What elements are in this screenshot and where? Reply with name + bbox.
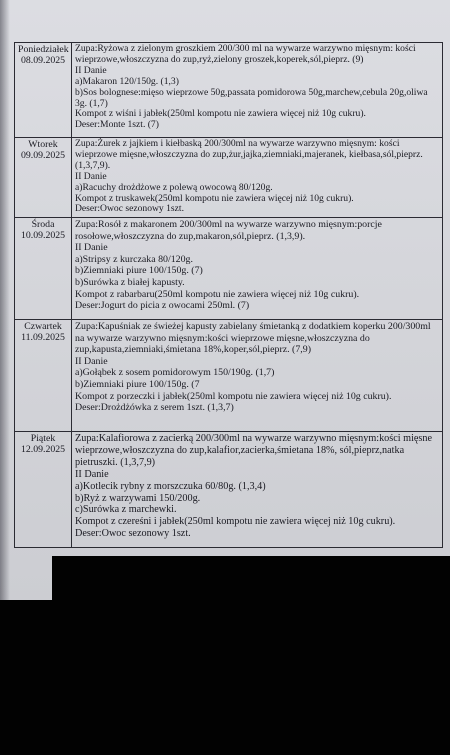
menu-line: Deser:Jogurt do picia z owocami 250ml. (7) [75, 300, 250, 312]
menu-line: II Danie [75, 64, 107, 76]
day-cell [15, 432, 72, 548]
day-name: Środa [31, 219, 55, 230]
menu-body [15, 43, 443, 548]
menu-line: Deser:Owoc sezonowy 1szt. [75, 203, 184, 215]
day-date: 09.09.2025 [20, 150, 66, 161]
menu-row [15, 320, 443, 432]
menu-row [15, 432, 443, 548]
menu-line: Deser:Owoc sezonowy 1szt. [75, 528, 191, 540]
menu-line: Deser:Monte 1szt. (7) [75, 119, 159, 131]
menu-line: b)Ziemniaki piure 100/150g. (7) [75, 265, 203, 277]
day-date: 08.09.2025 [20, 55, 66, 66]
menu-line: a)Makaron 120/150g. (1,3) [75, 75, 179, 87]
menu-line: II Danie [75, 170, 107, 182]
menu-line: a)Stripsy z kurczaka 80/120g. [75, 253, 193, 265]
menu-line: Kompot z porzeczki i jabłek(250ml kompotu nie zawiera więcej niż 10g cukru). [75, 390, 392, 402]
menu-line: Zupa:Rosół z makaronem 200/300ml na wywarze warzywno mięsnym:porcje rosołowe,włoszczyzna do zup,makaron,sól,pieprz. (1,3,9). [75, 219, 382, 242]
menu-line: Zupa:Kapuśniak ze świeżej kapusty zabielany śmietanką z dodatkiem koperku 200/300ml na wywarze warzywno mięsnym:kości wieprzowe mięsne,włoszczyzna do zup,kapusta,ziemniaki,śmietana 18%,koper,sól,pieprz. (7,9) [75, 321, 431, 356]
day-cell [15, 138, 72, 218]
menu-line: Zupa:Żurek z jajkiem i kiełbaską 200/300ml na wywarze warzywno mięsnym: kości wieprzowe mięsne,włoszczyzna do zup,żur,jajka,ziemniaki,majeranek, kiełbasa,sól,pieprz. (1,3,7,9). [75, 138, 423, 171]
menu-row [15, 43, 443, 138]
menu-cell [72, 138, 443, 218]
menu-line: II Danie [75, 468, 109, 480]
menu-cell [72, 320, 443, 432]
day-name: Czwartek [24, 321, 62, 332]
menu-cell [72, 218, 443, 320]
menu-cell [72, 432, 443, 548]
day-cell [15, 218, 72, 320]
day-name: Piątek [30, 433, 56, 444]
menu-line: II Danie [75, 355, 108, 367]
menu-line: Deser:Drożdżówka z serem 1szt. (1,3,7) [75, 402, 234, 414]
menu-line: a)Gołąbek z sosem pomidorowym 150/190g. (1,7) [75, 367, 275, 379]
day-date: 11.09.2025 [21, 332, 65, 343]
day-cell [15, 43, 72, 138]
menu-line: b)Surówka z białej kapusty. [75, 276, 185, 288]
menu-line: Kompot z wiśni i jabłek(250ml kompotu nie zawiera więcej niż 10g cukru). [75, 108, 366, 120]
day-cell [15, 320, 72, 432]
menu-line: Kompot z rabarbaru(250ml kompotu nie zawiera więcej niż 10g cukru). [75, 288, 360, 300]
menu-line: a)Racuchy drożdżowe z polewą owocową 80/120g. [75, 181, 273, 193]
menu-line: b)Sos bolognese:mięso wieprzowe 50g,passata pomidorowa 50g,marchew,cebula 20g,oliwa 3g. (1,7) [75, 86, 428, 109]
menu-line: Kompot z truskawek(250ml kompotu nie zawiera więcej niż 10g cukru). [75, 192, 354, 204]
menu-line: Kompot z czereśni i jabłek(250ml kompotu nie zawiera więcej niż 10g cukru). [75, 516, 396, 528]
menu-line: a)Kotlecik rybny z morszczuka 60/80g. (1,3,4) [75, 480, 266, 492]
day-name: Wtorek [28, 139, 58, 150]
menu-cell [72, 43, 443, 138]
redaction-block-lower [0, 600, 450, 755]
menu-line: b)Ryż z warzywami 150/200g. [75, 492, 201, 504]
menu-line: Zupa:Ryżowa z zielonym groszkiem 200/300 ml na wywarze warzywno mięsnym: kości wieprzowe,włoszczyzna do zup,ryż,zielony groszek,koperek,sól,pieprz. (9) [75, 43, 416, 65]
weekly-menu-table [14, 42, 443, 548]
menu-line: c)Surówka z marchewki. [75, 504, 177, 516]
menu-line: Zupa:Kalafiorowa z zacierką 200/300ml na wywarze warzywno mięsnym:kości mięsne wieprzowe,włoszczyzna do zup,kalafior,zacierka,śmietana 18%, sól,pieprz,natka pietruszki. (1,3,7,9) [75, 433, 433, 468]
menu-line: II Danie [75, 242, 108, 254]
day-name: Poniedziałek [18, 44, 69, 55]
day-date: 10.09.2025 [20, 230, 66, 241]
menu-row [15, 218, 443, 320]
menu-row [15, 138, 443, 218]
day-date: 12.09.2025 [20, 444, 66, 455]
menu-line: b)Ziemniaki piure 100/150g. (7 [75, 378, 200, 390]
